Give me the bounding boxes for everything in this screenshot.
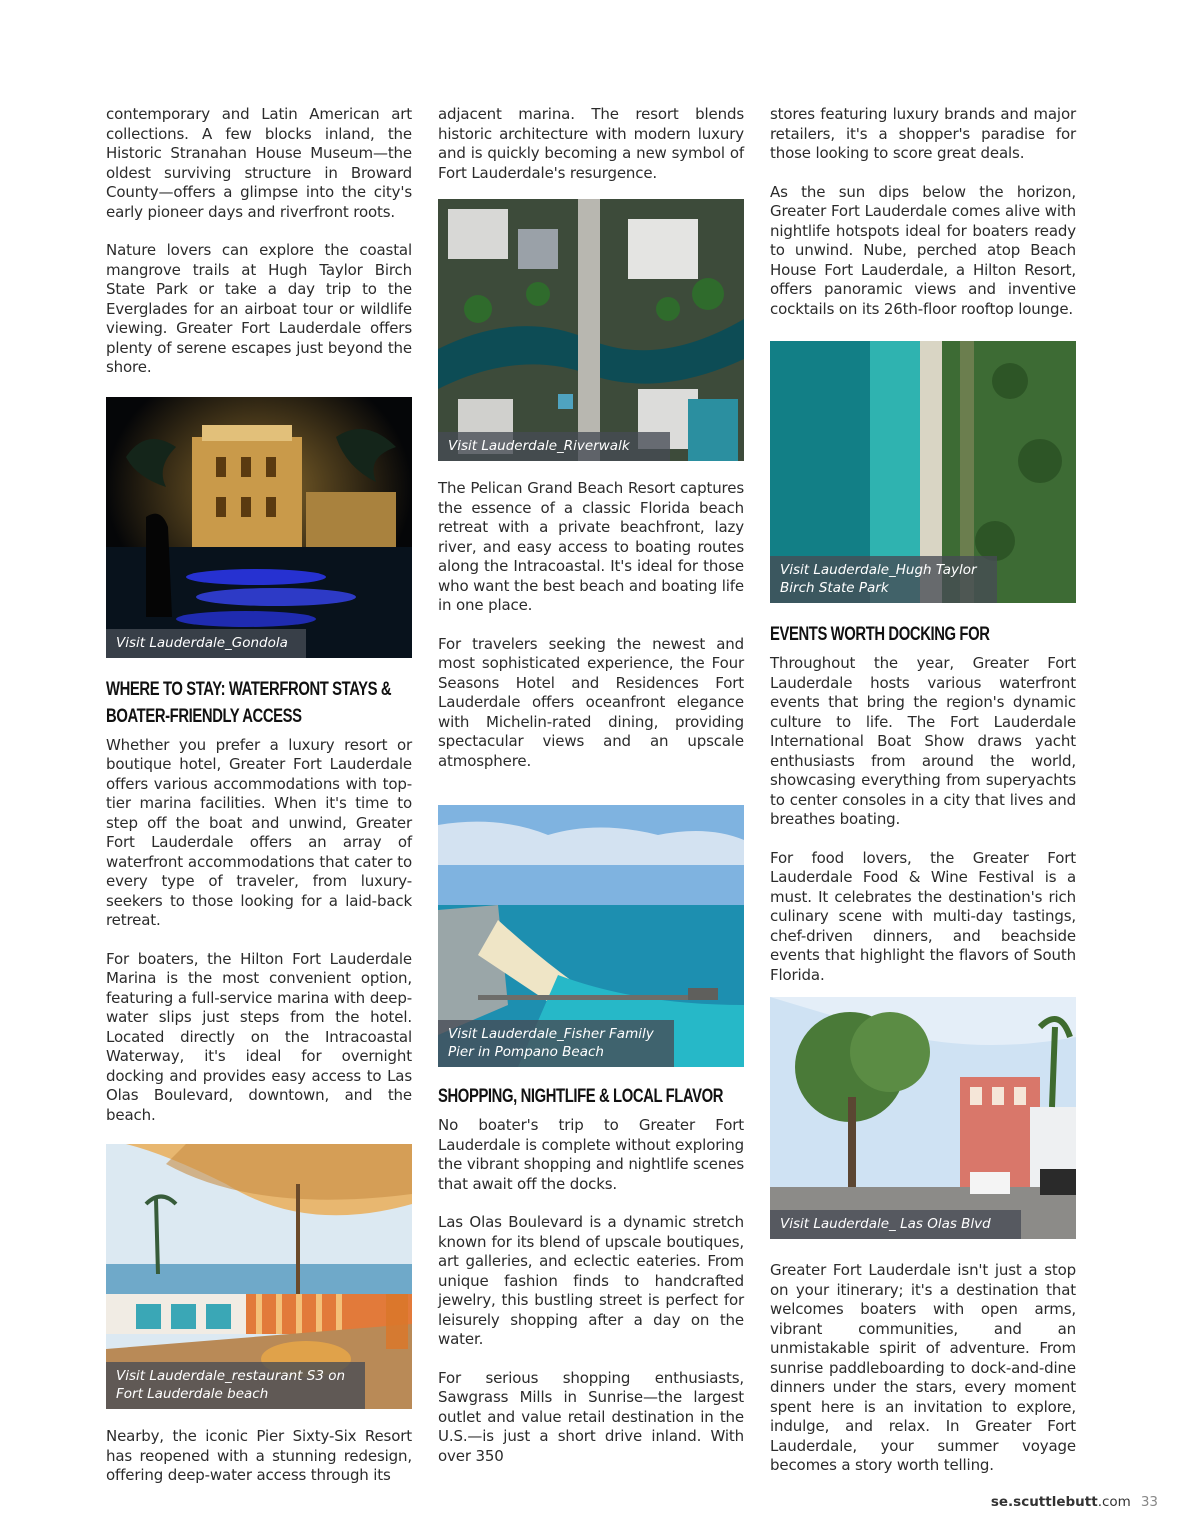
gondola-photo xyxy=(106,397,412,658)
paragraph: Nearby, the iconic Pier Sixty-Six Resort has reopened with a stunning redesign, offering deep-water access through its xyxy=(106,1427,412,1484)
fisher-pier-photo xyxy=(438,805,744,1067)
photo-caption xyxy=(438,1020,674,1067)
caption-line: Visit Lauderdale_Hugh Taylor xyxy=(780,562,977,578)
paragraph: The Pelican Grand Beach Resort captures the essence of a classic Florida beach retreat with a private beachfront, lazy river, and easy access to boating routes along the Intracoastal. It's ideal for those who want the best beach and boating life in one place. xyxy=(438,479,744,614)
column-2 xyxy=(438,105,744,1485)
paragraph: Las Olas Boulevard is a dynamic stretch known for its blend of upscale boutiques, art galleries, and eclectic eateries. From unique fashion finds to handcrafted jewelry, this bustling street is perfect for leisurely shopping after a day on the water. xyxy=(438,1213,744,1348)
paragraph: Throughout the year, Greater Fort Lauderdale hosts various waterfront events that bring the region's dynamic culture to life. The Fort Lauderdale International Boat Show draws yacht enthusiasts from around the world, showcasing everything from superyachts to center consoles in a city that lives and breathes boating. xyxy=(770,654,1076,828)
section-heading-shopping: SHOPPING, NIGHTLIFE & LOCAL FLAVOR xyxy=(438,1086,724,1107)
photo-caption: Visit Lauderdale_Riverwalk xyxy=(438,432,670,461)
paragraph: contemporary and Latin American art collections. A few blocks inland, the Historic Stranahan House Museum—the oldest surviving structure in Broward County—offers a glimpse into the city's early pioneer days and riverfront roots. xyxy=(106,105,412,221)
section-heading-events: EVENTS WORTH DOCKING FOR xyxy=(770,624,990,645)
restaurant-s3-photo xyxy=(106,1144,412,1409)
section-heading-where-to-stay: WHERE TO STAY: WATERFRONT STAYS & BOATER-FRIENDLY ACCESS xyxy=(106,678,392,727)
site-domain: .com xyxy=(1097,1494,1131,1510)
column-3 xyxy=(770,105,1076,1495)
paragraph: Nature lovers can explore the coastal mangrove trails at Hugh Taylor Birch State Park or take a day trip to the Everglades for an airboat tour or wildlife viewing. Greater Fort Lauderdale offers plenty of serene escapes just beyond the shore. xyxy=(106,241,412,376)
las-olas-image xyxy=(770,997,1076,1239)
paragraph: For serious shopping enthusiasts, Sawgrass Mills in Sunrise—the largest outlet and value retail destination in the U.S.—is just a short drive inland. With over 350 xyxy=(438,1368,744,1465)
paragraph: adjacent marina. The resort blends historic architecture with modern luxury and is quickly becoming a new symbol of Fort Lauderdale's resurgence. xyxy=(438,105,744,182)
riverwalk-image xyxy=(438,199,744,461)
paragraph: For travelers seeking the newest and most sophisticated experience, the Four Seasons Hotel and Residences Fort Lauderdale offers oceanfront elegance with Michelin-rated dining, providing spectacular views and an upscale atmosphere. xyxy=(438,634,744,770)
photo-caption: Visit Lauderdale_Gondola xyxy=(106,629,306,658)
caption-line: Birch State Park xyxy=(780,580,889,596)
paragraph: No boater's trip to Greater Fort Lauderdale is complete without exploring the vibrant shopping and nightlife scenes that await off the docks. xyxy=(438,1116,744,1193)
paragraph: As the sun dips below the horizon, Greater Fort Lauderdale comes alive with nightlife hotspots ideal for boaters ready to unwind. Nube, perched atop Beach House Fort Lauderdale, a Hilton Resort, offers panoramic views and inventive cocktails on its 26th-floor rooftop lounge. xyxy=(770,182,1076,318)
hugh-taylor-park-photo xyxy=(770,341,1076,603)
caption-line: Visit Lauderdale_restaurant S3 on xyxy=(116,1368,346,1384)
caption-line: Visit Lauderdale_Fisher Family xyxy=(448,1026,654,1042)
caption-line: Fort Lauderdale beach xyxy=(116,1386,269,1402)
photo-caption xyxy=(106,1362,365,1409)
gondola-image xyxy=(106,397,412,658)
paragraph: stores featuring luxury brands and major retailers, it's a shopper's paradise for those looking to score great deals. xyxy=(770,105,1076,162)
page-number: 33 xyxy=(1140,1494,1158,1510)
column-1 xyxy=(106,105,412,1505)
paragraph: Greater Fort Lauderdale isn't just a stop on your itinerary; it's a destination that welcomes boaters with open arms, vibrant communities, and an unmistakable spirit of adventure. From sunrise paddleboarding to dock-and-dine dinners under the stars, every moment spent here is an invitation to explore, indulge, and relax. In Greater Fort Lauderdale, your summer voyage becomes a story worth telling. xyxy=(770,1261,1076,1474)
riverwalk-photo xyxy=(438,199,744,461)
paragraph: Whether you prefer a luxury resort or boutique hotel, Greater Fort Lauderdale offers various accommodations with top-tier marina facilities. When it's time to step off the boat and unwind, Greater Fort Lauderdale offers an array of waterfront accommodations that cater to every type of traveler, from luxury-seekers to those looking for a laid-back retreat. xyxy=(106,735,412,929)
las-olas-photo xyxy=(770,997,1076,1239)
paragraph: For boaters, the Hilton Fort Lauderdale Marina is the most convenient option, featuring a full-service marina with deep-water slips just steps from the hotel. Located directly on the Intracoastal Waterway, it's ideal for overnight docking and provides easy access to Las Olas Boulevard, downtown, and the beach. xyxy=(106,949,412,1124)
page-footer xyxy=(991,1494,1158,1510)
paragraph: For food lovers, the Greater Fort Lauderdale Food & Wine Festival is a must. It celebrates the destination's rich culinary scene with multi-day tastings, chef-driven dinners, and beachside events that highlight the flavors of South Florida. xyxy=(770,848,1076,984)
photo-caption xyxy=(770,556,997,603)
caption-line: Pier in Pompano Beach xyxy=(448,1044,604,1060)
photo-caption: Visit Lauderdale_ Las Olas Blvd xyxy=(770,1210,1021,1239)
site-name: se.scuttlebutt xyxy=(990,1494,1098,1510)
